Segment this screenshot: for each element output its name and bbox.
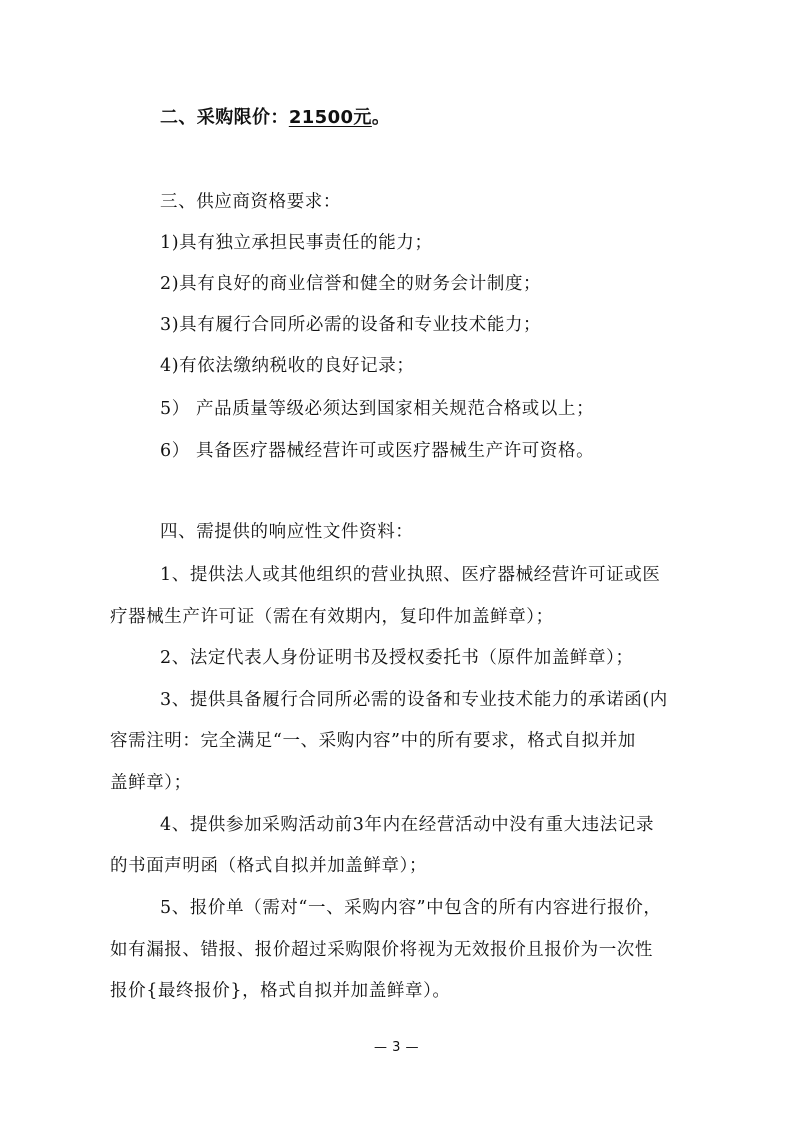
price-limit-suffix: 。 (371, 107, 391, 128)
document-item-line: 1、提供法人或其他组织的营业执照、医疗器械经营许可证或医 (160, 565, 661, 585)
qualification-item: 5） 产品质量等级必须达到国家相关规范合格或以上； (160, 399, 595, 419)
price-limit-amount: 21500元 (288, 107, 372, 128)
qualification-item: 1)具有独立承担民事责任的能力； (160, 233, 433, 253)
document-item-line: 如有漏报、错报、报价超过采购限价将视为无效报价且报价为一次性 (110, 940, 653, 960)
qualification-item: 6） 具备医疗器械经营许可或医疗器械生产许可资格。 (160, 441, 595, 461)
document-item-line: 报价{最终报价}，格式自拟并加盖鲜章）。 (110, 981, 451, 1001)
document-item-line: 5、报价单（需对“一、采购内容”中包含的所有内容进行报价， (160, 898, 662, 918)
documents-heading: 四、需提供的响应性文件资料： (160, 522, 414, 542)
document-item-line: 2、法定代表人身份证明书及授权委托书（原件加盖鲜章）； (160, 648, 634, 668)
document-item-line: 3、提供具备履行合同所必需的设备和专业技术能力的承诺函(内 (160, 690, 668, 710)
price-limit-heading (160, 106, 390, 130)
qualification-heading: 三、供应商资格要求： (160, 192, 341, 212)
qualification-item: 2)具有良好的商业信誉和健全的财务会计制度； (160, 274, 542, 294)
price-limit-label: 二、采购限价： (160, 107, 289, 128)
document-item-line: 疗器械生产许可证（需在有效期内，复印件加盖鲜章）； (110, 607, 554, 627)
document-item-line: 的书面声明函（格式自拟并加盖鲜章）； (110, 856, 428, 876)
qualification-item: 4)有依法缴纳税收的良好记录； (160, 356, 415, 376)
document-item-line: 盖鲜章）； (110, 773, 192, 793)
qualification-item: 3)具有履行合同所必需的设备和专业技术能力； (160, 315, 542, 335)
document-item-line: 4、提供参加采购活动前3年内在经营活动中没有重大违法记录 (160, 815, 655, 835)
page-number: — 3 — (373, 1040, 420, 1055)
document-item-line: 容需注明：完全满足“一、采购内容”中的所有要求，格式自拟并加 (110, 731, 636, 751)
